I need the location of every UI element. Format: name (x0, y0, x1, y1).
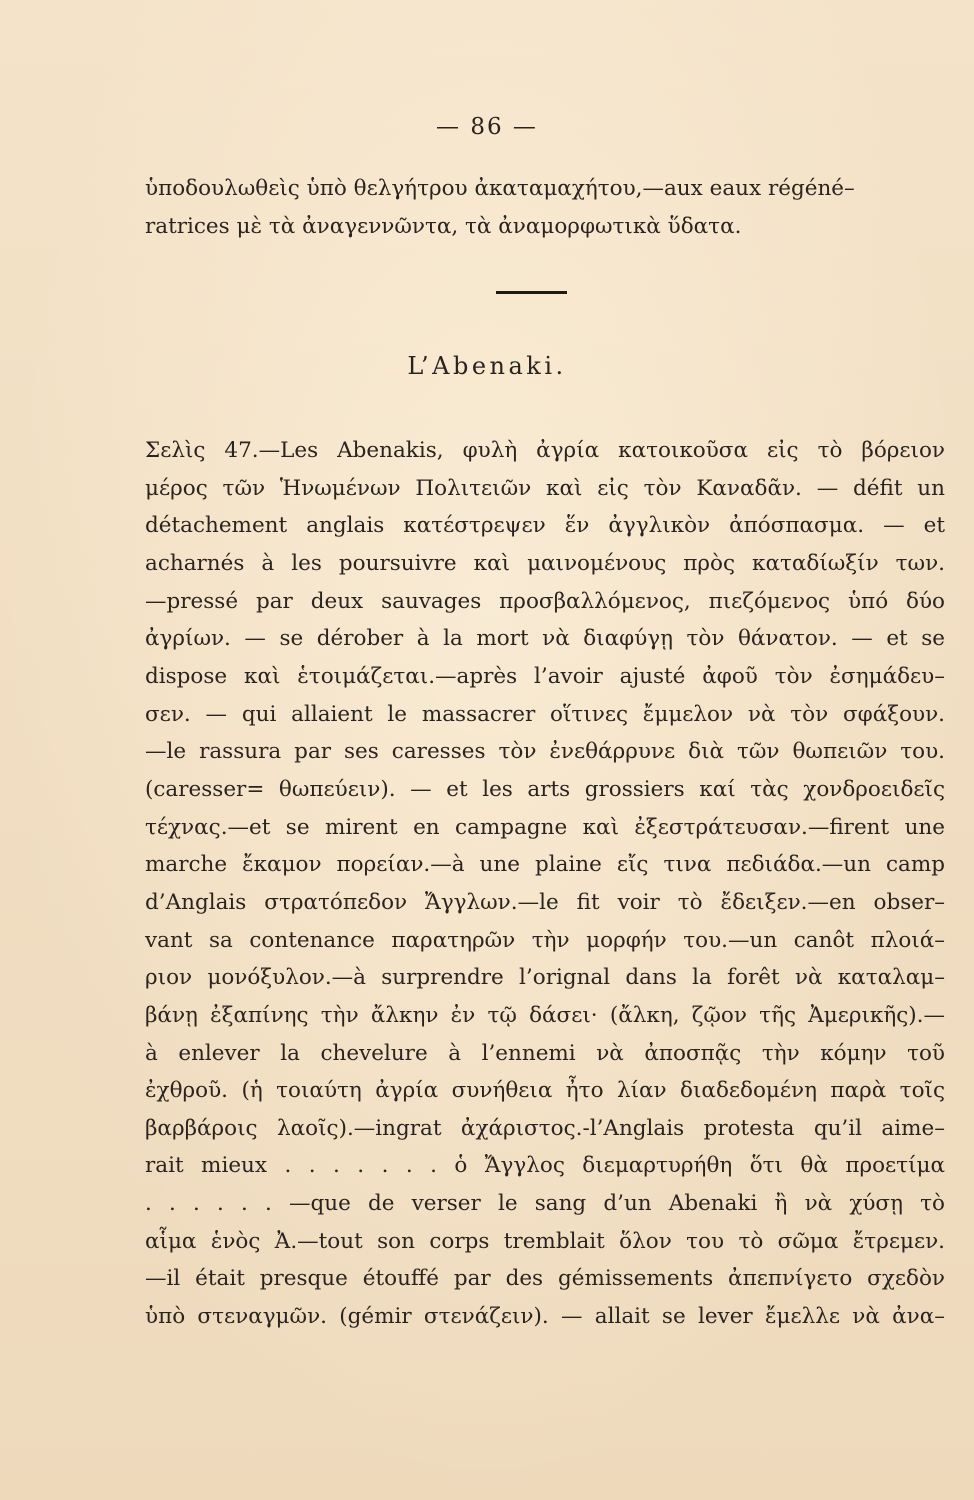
text-line: (caresser= θωπεύειν). — et les arts grossiers καί τὰς χονδροειδεῖς (145, 776, 945, 802)
text-line: —le rassura par ses caresses τὸν ἐνεθάρρυνε διὰ τῶν θωπειῶν του. (145, 739, 945, 765)
text-line: ἀγρίων. — se dérober à la mort νὰ διαφύγῃ τὸν θάνατον. — et se (145, 626, 945, 652)
intro-paragraph (145, 170, 945, 245)
text-line: —pressé par deux sauvages προσβαλλόμενος, πιεζόμενος ὑπό δύο (145, 588, 945, 614)
text-line: rait mieux . . . . . . . ὁ Ἄγγλος διεμαρτυρήθη ὅτι θὰ προετίμα (145, 1153, 945, 1179)
text-line: Σελὶς 47.—Les Abenakis, φυλὴ ἀγρία κατοικοῦσα εἰς τὸ βόρειον (145, 438, 945, 463)
text-line: ratrices μὲ τὰ ἀναγεννῶντα, τὰ ἀναμορφωτικὰ ὕδατα. (145, 213, 742, 239)
section-title: L’Abenaki. (407, 352, 567, 380)
glossary-paragraph (145, 432, 945, 1336)
text-line: τέχνας.—et se mirent en campagne καὶ ἐξεστράτευσαν.—firent une (145, 814, 945, 840)
page-number: — 86 — (436, 114, 538, 140)
text-line: αἷμα ἑνὸς Ἀ.—tout son corps tremblait ὅλον του τὸ σῶμα ἔτρεμεν. (145, 1228, 945, 1254)
text-line: d’Anglais στρατόπεδον Ἄγγλων.—le fit voir τὸ ἔδειξεν.—en obser– (145, 889, 945, 915)
text-line: ὑπὸ στεναγμῶν. (gémir στενάζειν). — allait se lever ἔμελλε νὰ ἀνα– (145, 1304, 945, 1330)
section-divider (496, 291, 567, 294)
text-line: βάνῃ ἐξαπίνης τὴν ἄλκην ἐν τῷ δάσει· (ἄλκη, ζῷον τῆς Ἀμερικῆς).— (145, 1002, 945, 1028)
text-line: marche ἔκαμον πορείαν.—à une plaine εἴς τινα πεδιάδα.—un camp (145, 852, 945, 878)
text-line: μέρος τῶν Ἡνωμένων Πολιτειῶν καὶ εἰς τὸν Καναδᾶν. — défit un (145, 475, 945, 501)
text-line: détachement anglais κατέστρεψεν ἕν ἀγγλικὸν ἀπόσπασμα. — et (145, 513, 945, 539)
text-line: ριον μονόξυλον.—à surprendre l’orignal dans la forêt νὰ καταλαμ– (145, 965, 945, 991)
text-line: βαρβάροις λαοῖς).—ingrat ἀχάριστος.-l’Anglais protesta qu’il aime– (145, 1115, 945, 1141)
text-line: à enlever la chevelure à l’ennemi νὰ ἀποσπᾷς τὴν κόμην τοῦ (145, 1040, 945, 1066)
text-line: —il était presque étouffé par des gémissements ἀπεπνίγετο σχεδὸν (145, 1266, 945, 1292)
text-line: σεν. — qui allaient le massacrer οἵτινες ἔμμελον νὰ τὸν σφάξουν. (145, 701, 945, 727)
text-line: . . . . . . —que de verser le sang d’un Abenaki ἢ νὰ χύσῃ τὸ (145, 1191, 945, 1217)
text-line: ἐχθροῦ. (ἡ τοιαύτη ἀγρία συνήθεια ἦτο λίαν διαδεδομένη παρὰ τοῖς (145, 1078, 945, 1104)
text-line: ὑποδουλωθεὶς ὑπὸ θελγήτρου ἀκαταμαχήτου,—aux eaux régéné– (145, 176, 855, 201)
text-line: acharnés à les poursuivre καὶ μαινομένους πρὸς καταδίωξίν των. (145, 550, 945, 576)
text-line: vant sa contenance παρατηρῶν τὴν μορφήν του.—un canôt πλοιά– (145, 927, 945, 953)
text-line: dispose καὶ ἑτοιμάζεται.—après l’avoir ajusté ἀφοῦ τὸν ἐσημάδευ– (145, 663, 945, 689)
